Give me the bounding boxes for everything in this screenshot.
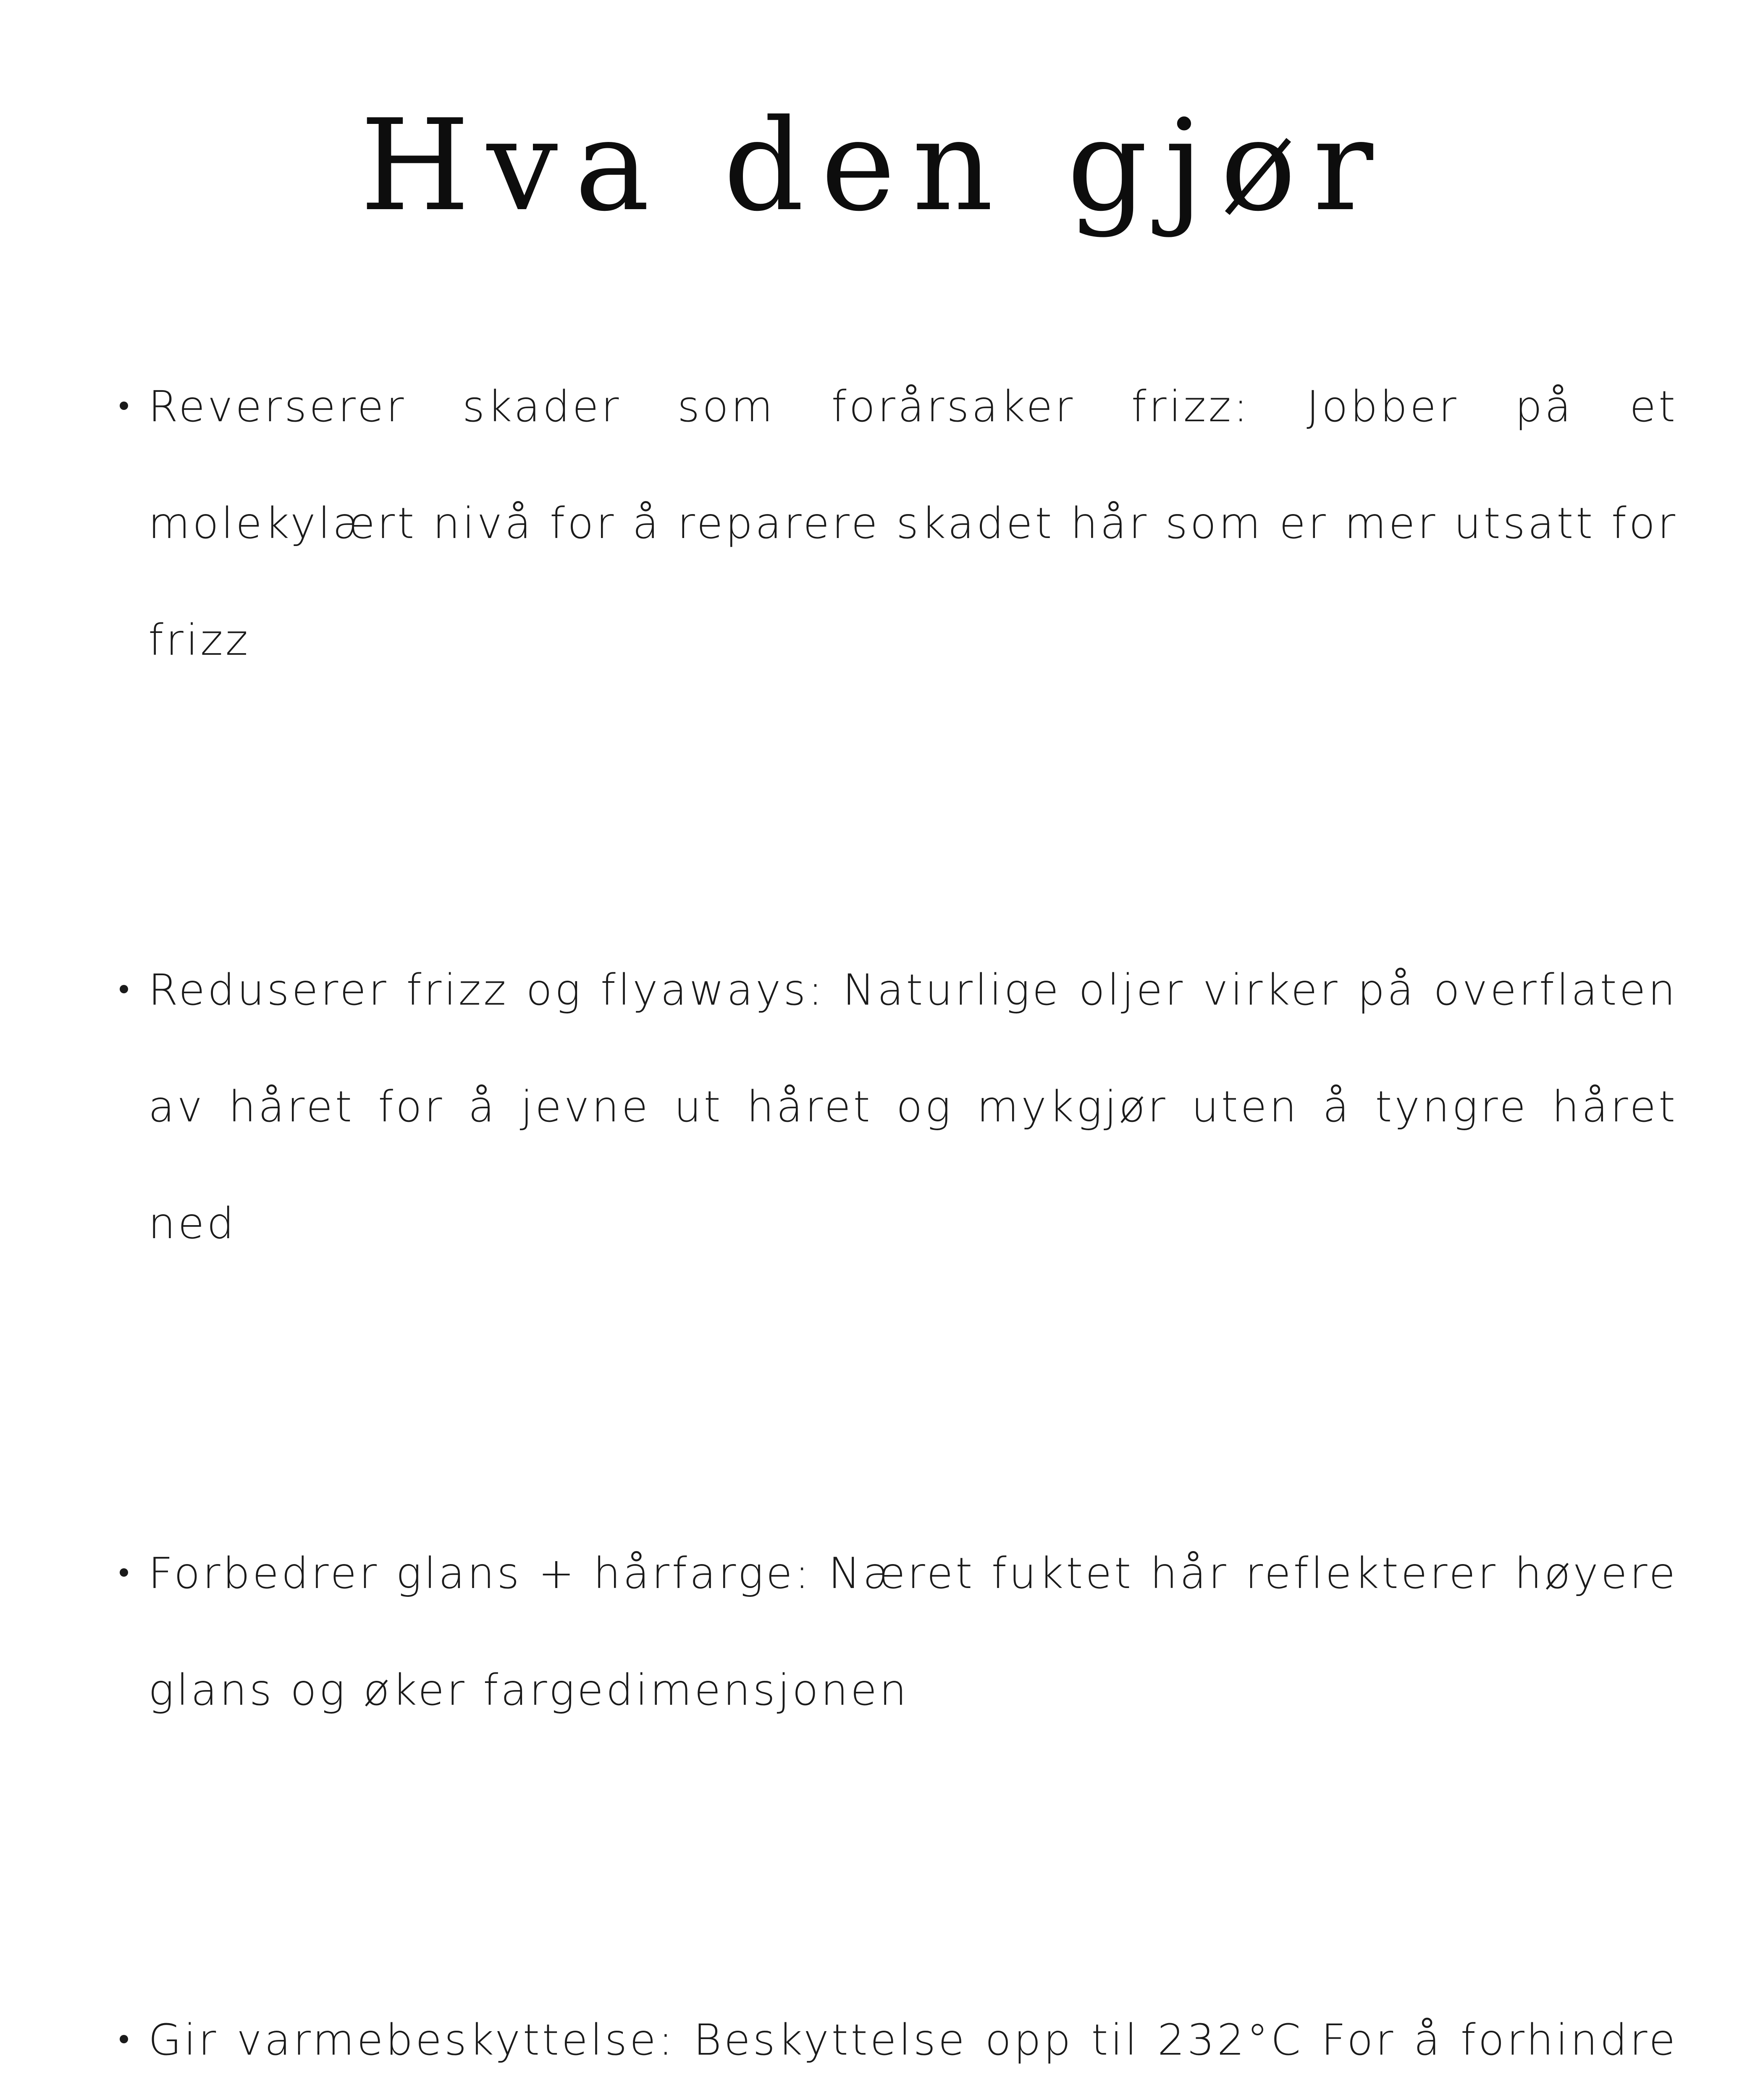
bullet-icon	[120, 402, 128, 410]
bullet-icon	[120, 985, 128, 993]
bullet-icon	[120, 2035, 128, 2043]
list-item-text: Gir varmebeskyttelse: Beskyttelse opp til 232°C For å forhindre	[148, 2015, 1678, 2065]
list-item-text: Forbedrer glans + hårfarge: Næret fuktet hår reflekterer høyere glans og øker fargedimensjonen	[148, 1549, 1678, 1715]
list-item-text: Reduserer frizz og flyaways: Naturlige oljer virker på overflaten av håret for å jevne ut håret og mykgjør uten å tyngre håret ned	[148, 965, 1678, 1249]
page-title: Hva den gjør	[360, 92, 1390, 239]
list-item	[120, 349, 1678, 699]
feature-list	[120, 349, 1678, 2100]
list-item-text: Reverserer skader som forårsaker frizz: Jobber på et molekylært nivå for å reparere skadet hår som er mer utsatt for frizz	[148, 382, 1678, 665]
list-item	[120, 1982, 1678, 2100]
list-item	[120, 932, 1678, 1282]
bullet-icon	[120, 1568, 128, 1577]
list-item	[120, 1515, 1678, 1749]
